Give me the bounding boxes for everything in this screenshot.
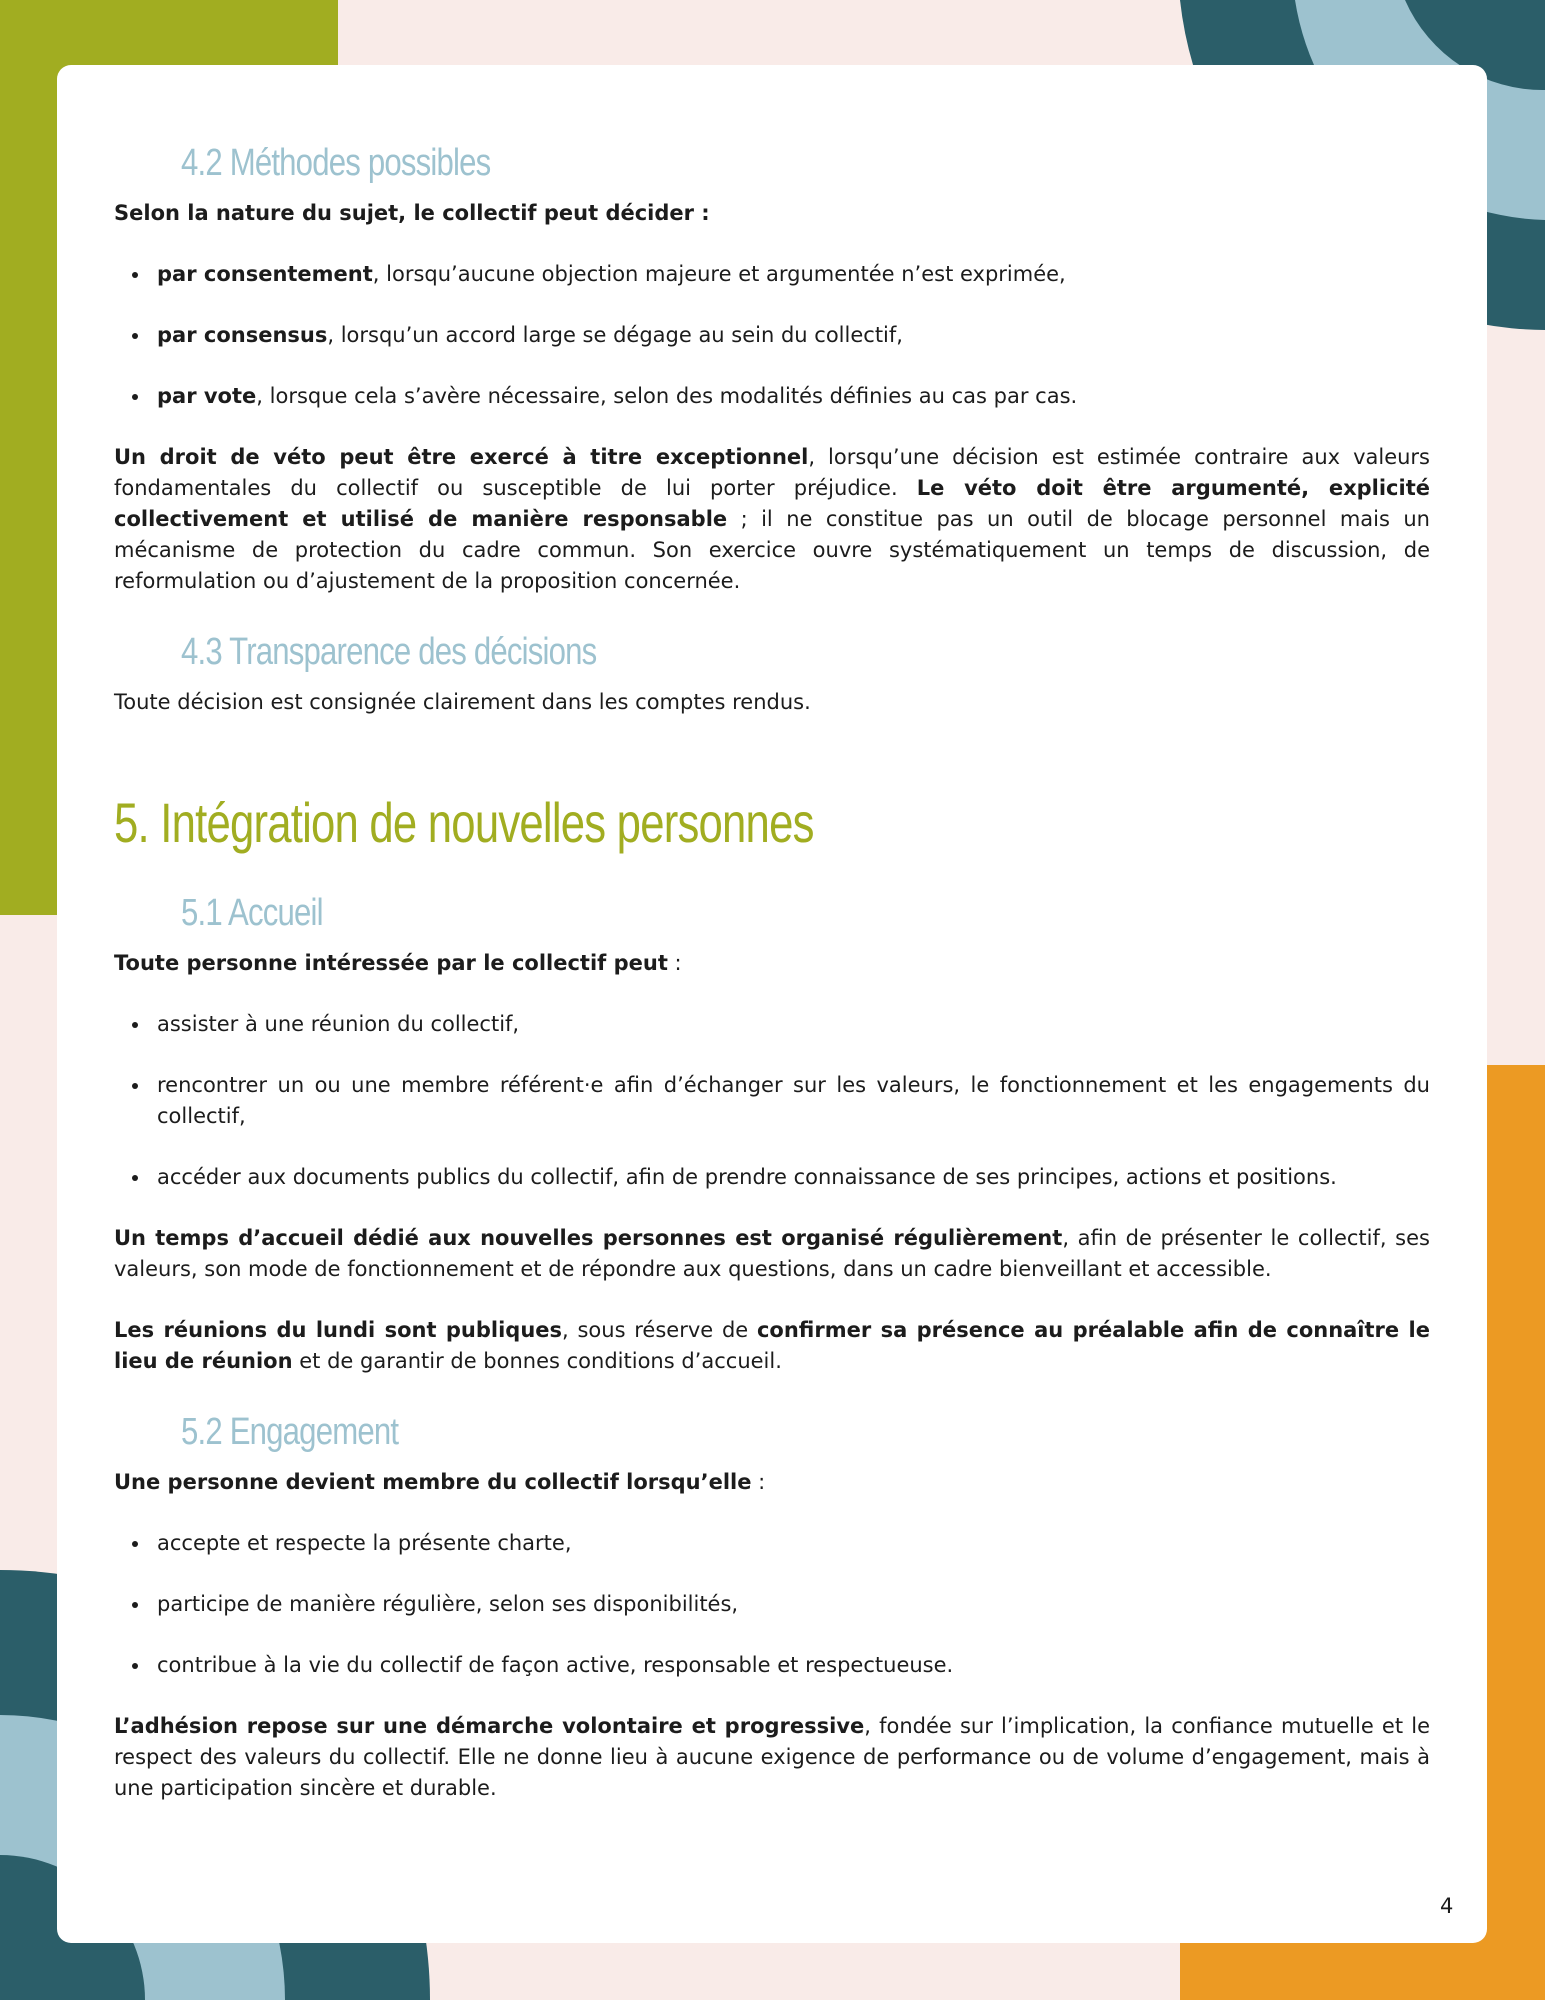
section-5-title: 5. Intégration de nouvelles personnes (114, 791, 814, 854)
section-5-1-title: 5.1 Accueil (181, 892, 323, 934)
section-4-2-title: 4.2 Méthodes possibles (181, 142, 491, 184)
list-item: accepte et respecte la présente charte, (114, 1528, 1430, 1559)
list-item: par consensus, lorsqu’un accord large se dégage au sein du collectif, (114, 320, 1430, 351)
list-item: assister à une réunion du collectif, (114, 1009, 1430, 1040)
list-item: contribue à la vie du collectif de façon active, responsable et respectueuse. (114, 1650, 1430, 1681)
adhesion-paragraph: L’adhésion repose sur une démarche volontaire et progressive, fondée sur l’implication, la confiance mutuelle et le respect des valeurs du collectif. Elle ne donne lieu à aucune exigence de performance ou de volume d’engagement, mais à une participation sincère et durable. (114, 1714, 1431, 1800)
membership-list (114, 1528, 1430, 1681)
monday-meetings-paragraph: Les réunions du lundi sont publiques, sous réserve de confirmer sa présence au préalable afin de connaître le lieu de réunion et de garantir de bonnes conditions d’accueil. (114, 1318, 1430, 1373)
veto-paragraph: Un droit de véto peut être exercé à titre exceptionnel, lorsqu’une décision est estimée contraire aux valeurs fondamentales du collectif ou susceptible de lui porter préjudice. Le véto doit être argumenté, explicité collectivement et utilisé de manière responsable ; il ne constitue pas un outil de blocage personnel mais un mécanisme de protection du cadre commun. Son exercice ouvre systématiquement un temps de discussion, de reformulation ou d’ajustement de la proposition concernée. (114, 445, 1431, 593)
list-item: participe de manière régulière, selon ses disponibilités, (114, 1589, 1430, 1620)
section-5-2-intro: Une personne devient membre du collectif lorsqu’elle : (114, 1470, 766, 1494)
section-4-3-title: 4.3 Transparence des décisions (181, 631, 597, 673)
section-5-1-intro: Toute personne intéressée par le collectif peut : (114, 951, 682, 975)
welcome-time-paragraph: Un temps d’accueil dédié aux nouvelles personnes est organisé régulièrement, afin de présenter le collectif, ses valeurs, son mode de fonctionnement et de répondre aux questions, dans un cadre bienveillant et accessible. (114, 1226, 1430, 1281)
list-item: accéder aux documents publics du collectif, afin de prendre connaissance de ses principes, actions et positions. (114, 1162, 1430, 1193)
list-item: par consentement, lorsqu’aucune objection majeure et argumentée n’est exprimée, (114, 259, 1430, 290)
page-number: 4 (1440, 1894, 1454, 1918)
list-item: rencontrer un ou une membre référent·e afin d’échanger sur les valeurs, le fonctionnement et les engagements du collectif, (114, 1070, 1430, 1132)
welcome-list (114, 1009, 1430, 1193)
section-4-2-intro: Selon la nature du sujet, le collectif peut décider : (114, 201, 710, 225)
list-item: par vote, lorsque cela s’avère nécessaire, selon des modalités définies au cas par cas. (114, 381, 1430, 412)
document-content (114, 138, 1430, 1834)
section-4-3-text: Toute décision est consignée clairement dans les comptes rendus. (114, 690, 811, 714)
section-5-2-title: 5.2 Engagement (181, 1411, 399, 1453)
decision-methods-list (114, 259, 1430, 412)
